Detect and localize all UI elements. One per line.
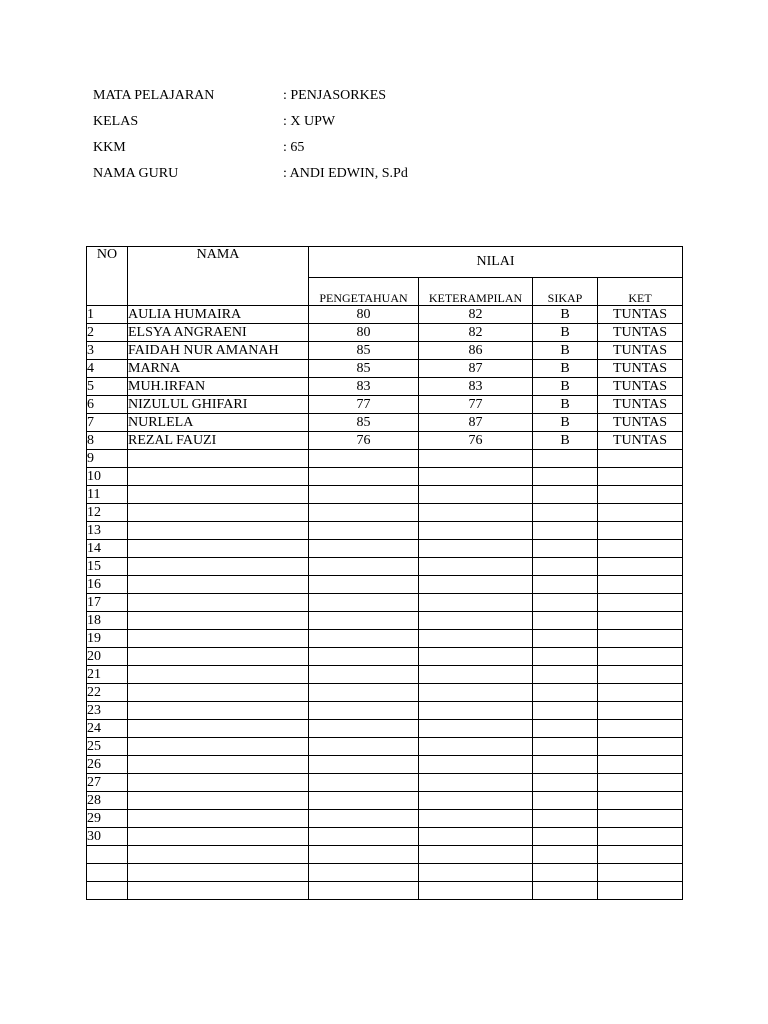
cell-nama [128,864,309,882]
cell-ket: TUNTAS [598,378,683,396]
cell-no [87,846,128,864]
cell-no: 4 [87,360,128,378]
table-row [87,720,683,738]
cell-nama: NIZULUL GHIFARI [128,396,309,414]
cell-ket [598,756,683,774]
cell-no: 15 [87,558,128,576]
cell-keterampilan: 82 [419,306,533,324]
cell-pengetahuan [309,666,419,684]
cell-ket [598,702,683,720]
cell-nama [128,720,309,738]
cell-sikap [533,504,598,522]
cell-keterampilan [419,792,533,810]
cell-nama: MARNA [128,360,309,378]
table-row [87,756,683,774]
cell-sikap [533,756,598,774]
cell-pengetahuan [309,882,419,900]
cell-ket [598,594,683,612]
cell-pengetahuan [309,864,419,882]
cell-ket [598,666,683,684]
cell-sikap: B [533,414,598,432]
cell-keterampilan: 76 [419,432,533,450]
cell-keterampilan: 77 [419,396,533,414]
cell-pengetahuan [309,720,419,738]
cell-ket [598,486,683,504]
cell-no: 23 [87,702,128,720]
table-row [87,684,683,702]
cell-keterampilan [419,756,533,774]
header-nilai: NILAI [309,247,683,278]
table-header-row [87,247,683,278]
cell-pengetahuan [309,468,419,486]
cell-sikap [533,630,598,648]
table-row [87,396,683,414]
kkm-label: KKM [93,140,126,155]
table-row [87,504,683,522]
cell-keterampilan [419,576,533,594]
cell-sikap [533,576,598,594]
cell-keterampilan [419,630,533,648]
cell-sikap [533,864,598,882]
cell-no: 24 [87,720,128,738]
cell-nama [128,846,309,864]
cell-no: 13 [87,522,128,540]
cell-nama [128,576,309,594]
grades-table [86,246,683,900]
cell-sikap [533,666,598,684]
cell-keterampilan [419,594,533,612]
header-no: NO [87,247,128,306]
cell-ket: TUNTAS [598,396,683,414]
cell-ket: TUNTAS [598,306,683,324]
cell-ket [598,504,683,522]
cell-ket [598,522,683,540]
subject-value: : PENJASORKES [283,88,387,103]
cell-no: 29 [87,810,128,828]
cell-keterampilan [419,558,533,576]
cell-nama [128,630,309,648]
header-pengetahuan: PENGETAHUAN [309,278,419,306]
cell-sikap [533,540,598,558]
cell-ket [598,558,683,576]
cell-no: 3 [87,342,128,360]
table-row [87,522,683,540]
cell-no: 11 [87,486,128,504]
cell-sikap [533,846,598,864]
cell-no: 14 [87,540,128,558]
cell-keterampilan [419,702,533,720]
cell-keterampilan [419,504,533,522]
cell-nama [128,594,309,612]
cell-nama: AULIA HUMAIRA [128,306,309,324]
cell-pengetahuan [309,684,419,702]
cell-no [87,864,128,882]
cell-keterampilan: 82 [419,324,533,342]
cell-nama [128,468,309,486]
cell-pengetahuan: 85 [309,342,419,360]
cell-ket [598,846,683,864]
cell-pengetahuan [309,522,419,540]
cell-sikap [533,738,598,756]
cell-pengetahuan: 85 [309,360,419,378]
cell-ket [598,864,683,882]
cell-keterampilan [419,828,533,846]
cell-nama: MUH.IRFAN [128,378,309,396]
cell-keterampilan [419,882,533,900]
cell-ket [598,810,683,828]
cell-ket [598,540,683,558]
cell-ket [598,648,683,666]
table-row [87,612,683,630]
cell-nama [128,738,309,756]
cell-ket [598,720,683,738]
table-row [87,702,683,720]
cell-sikap [533,810,598,828]
cell-ket [598,774,683,792]
cell-pengetahuan [309,756,419,774]
cell-sikap [533,558,598,576]
table-body [87,306,683,900]
cell-nama [128,504,309,522]
cell-nama [128,792,309,810]
cell-nama [128,450,309,468]
cell-nama [128,612,309,630]
cell-pengetahuan [309,738,419,756]
cell-sikap: B [533,360,598,378]
cell-no: 19 [87,630,128,648]
cell-ket [598,630,683,648]
cell-pengetahuan [309,450,419,468]
cell-no: 17 [87,594,128,612]
table-row [87,432,683,450]
kkm-value: : 65 [283,140,305,155]
cell-pengetahuan [309,558,419,576]
table-row [87,450,683,468]
cell-pengetahuan [309,810,419,828]
cell-sikap [533,648,598,666]
cell-sikap [533,702,598,720]
cell-sikap [533,720,598,738]
cell-keterampilan [419,720,533,738]
cell-ket: TUNTAS [598,360,683,378]
table-row [87,738,683,756]
cell-nama [128,522,309,540]
table-row [87,342,683,360]
cell-ket [598,450,683,468]
cell-keterampilan [419,666,533,684]
cell-no: 2 [87,324,128,342]
header-row-class [93,112,593,138]
cell-nama [128,648,309,666]
cell-keterampilan [419,648,533,666]
cell-ket [598,792,683,810]
cell-ket: TUNTAS [598,342,683,360]
cell-sikap [533,612,598,630]
cell-pengetahuan [309,594,419,612]
cell-keterampilan: 87 [419,414,533,432]
cell-sikap: B [533,306,598,324]
cell-no: 12 [87,504,128,522]
cell-nama [128,756,309,774]
cell-no: 18 [87,612,128,630]
cell-keterampilan: 87 [419,360,533,378]
cell-nama [128,774,309,792]
class-value: : X UPW [283,114,336,129]
header-row-subject [93,86,593,112]
cell-no: 5 [87,378,128,396]
cell-no: 20 [87,648,128,666]
header-keterampilan: KETERAMPILAN [419,278,533,306]
table-row [87,324,683,342]
table-row [87,774,683,792]
header-nama: NAMA [128,247,309,306]
teacher-value: : ANDI EDWIN, S.Pd [283,166,408,181]
cell-ket [598,738,683,756]
cell-pengetahuan: 76 [309,432,419,450]
header-ket: KET [598,278,683,306]
cell-keterampilan [419,810,533,828]
cell-sikap [533,882,598,900]
cell-no: 27 [87,774,128,792]
cell-no: 30 [87,828,128,846]
cell-pengetahuan [309,774,419,792]
class-label: KELAS [93,114,139,129]
cell-nama [128,558,309,576]
teacher-label: NAMA GURU [93,166,179,181]
header-sikap: SIKAP [533,278,598,306]
cell-ket [598,576,683,594]
cell-keterampilan: 83 [419,378,533,396]
cell-no: 8 [87,432,128,450]
cell-no [87,882,128,900]
cell-sikap [533,522,598,540]
cell-nama: REZAL FAUZI [128,432,309,450]
header-row-kkm [93,138,593,164]
cell-pengetahuan [309,540,419,558]
cell-sikap: B [533,342,598,360]
cell-pengetahuan [309,486,419,504]
cell-nama: FAIDAH NUR AMANAH [128,342,309,360]
cell-nama [128,486,309,504]
cell-pengetahuan: 77 [309,396,419,414]
table-row [87,540,683,558]
cell-sikap [533,774,598,792]
cell-nama: NURLELA [128,414,309,432]
cell-nama [128,666,309,684]
cell-nama [128,540,309,558]
cell-pengetahuan [309,648,419,666]
cell-sikap: B [533,378,598,396]
cell-sikap: B [533,432,598,450]
cell-pengetahuan [309,630,419,648]
table-row [87,360,683,378]
cell-sikap [533,450,598,468]
cell-no: 10 [87,468,128,486]
cell-pengetahuan [309,702,419,720]
cell-no: 6 [87,396,128,414]
table-row [87,414,683,432]
cell-ket [598,612,683,630]
cell-nama [128,702,309,720]
table-row [87,882,683,900]
cell-nama [128,828,309,846]
cell-nama [128,810,309,828]
cell-keterampilan [419,450,533,468]
cell-keterampilan [419,864,533,882]
cell-keterampilan [419,522,533,540]
table-row [87,378,683,396]
cell-ket [598,882,683,900]
cell-ket: TUNTAS [598,432,683,450]
cell-nama [128,882,309,900]
table-row [87,576,683,594]
cell-pengetahuan [309,846,419,864]
table-row [87,558,683,576]
cell-ket: TUNTAS [598,324,683,342]
cell-ket [598,828,683,846]
table-row [87,792,683,810]
cell-sikap [533,486,598,504]
cell-sikap [533,828,598,846]
header-row-teacher [93,164,593,190]
cell-no: 9 [87,450,128,468]
cell-ket: TUNTAS [598,414,683,432]
cell-keterampilan [419,846,533,864]
cell-ket [598,684,683,702]
table-row [87,630,683,648]
table-row [87,828,683,846]
table-row [87,648,683,666]
table-row [87,810,683,828]
table-row [87,666,683,684]
subject-label: MATA PELAJARAN [93,88,215,103]
document-header [93,86,593,190]
cell-keterampilan [419,738,533,756]
cell-keterampilan [419,486,533,504]
cell-pengetahuan: 83 [309,378,419,396]
cell-keterampilan: 86 [419,342,533,360]
cell-nama: ELSYA ANGRAENI [128,324,309,342]
table-row [87,594,683,612]
table-row [87,486,683,504]
cell-keterampilan [419,468,533,486]
cell-sikap [533,594,598,612]
cell-pengetahuan: 85 [309,414,419,432]
cell-sikap: B [533,324,598,342]
cell-no: 16 [87,576,128,594]
table-row [87,864,683,882]
cell-pengetahuan [309,504,419,522]
cell-keterampilan [419,612,533,630]
table-row [87,306,683,324]
cell-sikap: B [533,396,598,414]
cell-keterampilan [419,774,533,792]
cell-ket [598,468,683,486]
cell-no: 26 [87,756,128,774]
cell-sikap [533,468,598,486]
cell-sikap [533,792,598,810]
cell-no: 28 [87,792,128,810]
cell-keterampilan [419,540,533,558]
cell-pengetahuan: 80 [309,324,419,342]
cell-no: 1 [87,306,128,324]
cell-pengetahuan [309,828,419,846]
cell-no: 21 [87,666,128,684]
cell-pengetahuan [309,612,419,630]
table-row [87,846,683,864]
cell-pengetahuan [309,792,419,810]
cell-keterampilan [419,684,533,702]
cell-sikap [533,684,598,702]
table-row [87,468,683,486]
cell-pengetahuan [309,576,419,594]
cell-no: 22 [87,684,128,702]
cell-no: 7 [87,414,128,432]
cell-no: 25 [87,738,128,756]
cell-pengetahuan: 80 [309,306,419,324]
cell-nama [128,684,309,702]
